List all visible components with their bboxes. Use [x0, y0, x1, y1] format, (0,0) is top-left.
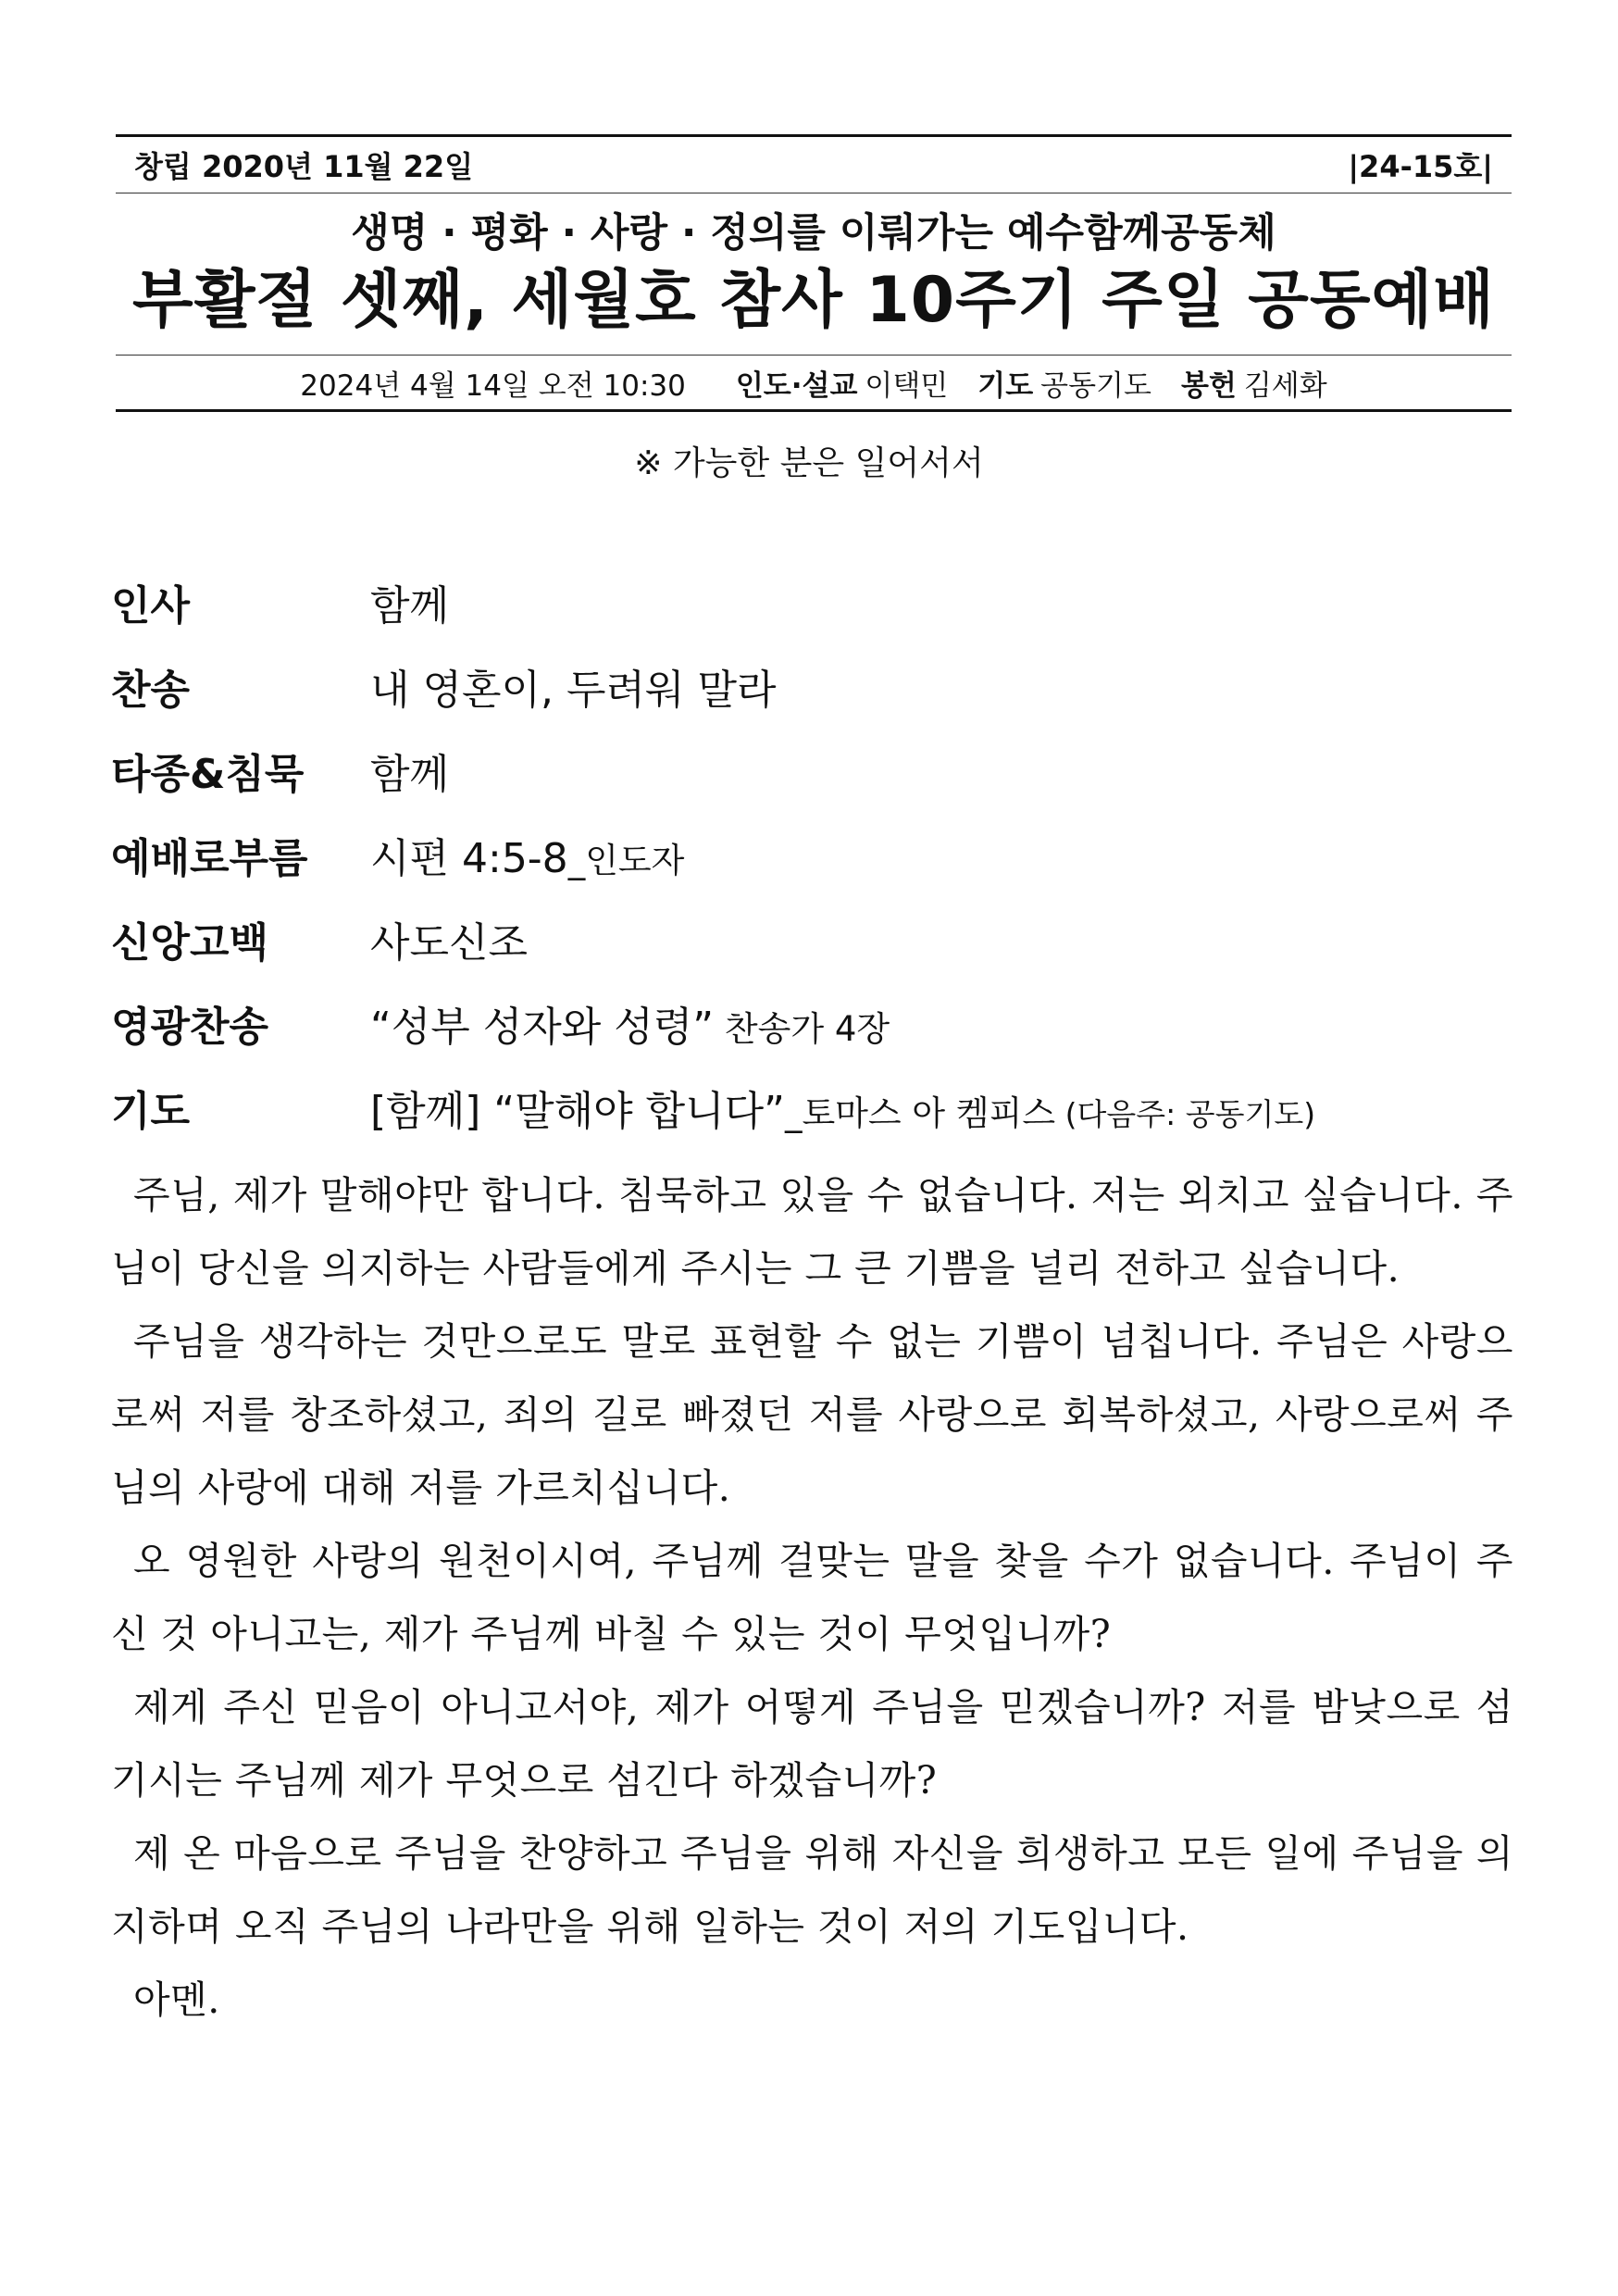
order-content: 함께 — [370, 582, 450, 630]
order-content-note: _인도자 — [567, 841, 685, 880]
order-content — [370, 993, 890, 1053]
order-label: 타종&침묵 — [111, 751, 305, 798]
lead-name: 이택민 — [865, 368, 949, 403]
order-content-note: 찬송가 4장 — [714, 1009, 890, 1049]
order-label: 영광찬송 — [111, 1004, 269, 1051]
prayer-text — [111, 1159, 1513, 2037]
offering-name: 김세화 — [1243, 368, 1327, 403]
order-item-prayer — [111, 1078, 1518, 1162]
bulletin-header — [116, 134, 1512, 412]
order-item-greeting — [111, 572, 1518, 656]
prayer-paragraph: 주님, 제가 말해야만 합니다. 침묵하고 있을 수 없습니다. 저는 외치고 싶습니다. 주님이 당신을 의지하는 사람들에게 주시는 그 큰 기쁨을 널리 전하고 싶습니다. — [111, 1173, 1513, 1291]
order-content: 함께 — [370, 751, 450, 798]
prayer-paragraph: 오 영원한 사랑의 원천이시여, 주님께 걸맞는 말을 찾을 수가 없습니다. 주님이 주신 것 아니고는, 제가 주님께 바칠 수 있는 것이 무엇입니까? — [111, 1539, 1513, 1656]
lead-label: 인도·설교 — [735, 368, 858, 403]
prayer-name: 공동기도 — [1040, 368, 1151, 403]
header-bottom-rule — [116, 409, 1512, 412]
order-item-doxology — [111, 993, 1518, 1078]
order-content — [370, 1078, 1315, 1137]
prayer-paragraph: 주님을 생각하는 것만으로도 말로 표현할 수 없는 기쁨이 넘칩니다. 주님은 사랑으로써 저를 창조하셨고, 죄의 길로 빠졌던 저를 사랑으로 회복하셨고, 사랑으로써 주님의 사랑에 대해 저를 가르치십니다. — [111, 1319, 1513, 1510]
service-title: 부활절 셋째, 세월호 참사 10주기 주일 공동예배 — [132, 264, 1495, 337]
service-info-row — [116, 356, 1512, 409]
standing-notice: ※ 가능한 분은 일어서서 — [634, 444, 984, 482]
order-label: 신앙고백 — [111, 919, 269, 967]
order-label: 예배로부름 — [111, 835, 308, 882]
prayer-paragraph: 제게 주신 믿음이 아니고서야, 제가 어떻게 주님을 믿겠습니까? 저를 밤낮으로 섬기시는 주님께 제가 무엇으로 섬긴다 하겠습니까? — [111, 1685, 1513, 1803]
order-content: 사도신조 — [370, 919, 529, 967]
prayer-label: 기도 — [977, 368, 1034, 403]
order-label: 인사 — [111, 582, 191, 630]
order-content-main: “성부 성자와 성령” — [370, 1004, 715, 1051]
offering-label: 봉헌 — [1180, 368, 1237, 403]
order-item-call-to-worship — [111, 825, 1518, 909]
prayer-paragraph: 제 온 마음으로 주님을 찬양하고 주님을 위해 자신을 희생하고 모든 일에 주님을 의지하며 오직 주님의 나라만을 위해 일하는 것이 저의 기도입니다. — [111, 1831, 1513, 1949]
order-content-extra: (다음주: 공동기도) — [1055, 1096, 1316, 1132]
order-content-main: [함께] “말해야 합니다” — [370, 1088, 785, 1135]
service-datetime: 2024년 4월 14일 오전 10:30 — [300, 368, 686, 403]
order-item-hymn — [111, 656, 1518, 741]
order-item-bell-silence — [111, 741, 1518, 825]
order-item-confession — [111, 909, 1518, 993]
order-label: 기도 — [111, 1088, 191, 1135]
order-content: 내 영혼이, 두려워 말라 — [370, 667, 777, 714]
issue-number: |24-15호| — [1348, 149, 1493, 184]
community-subtitle: 생명 · 평화 · 사랑 · 정의를 이뤄가는 예수함께공동체 — [351, 210, 1276, 256]
order-of-worship — [111, 572, 1518, 1162]
founded-date: 창립 2020년 11월 22일 — [134, 149, 474, 184]
order-content — [370, 825, 684, 884]
prayer-amen: 아멘. — [133, 1978, 220, 2022]
order-content-note: _토마스 아 켐피스 — [784, 1093, 1056, 1133]
order-label: 찬송 — [111, 667, 191, 714]
order-content-main: 시편 4:5-8 — [370, 835, 568, 882]
header-top-row — [116, 137, 1512, 193]
